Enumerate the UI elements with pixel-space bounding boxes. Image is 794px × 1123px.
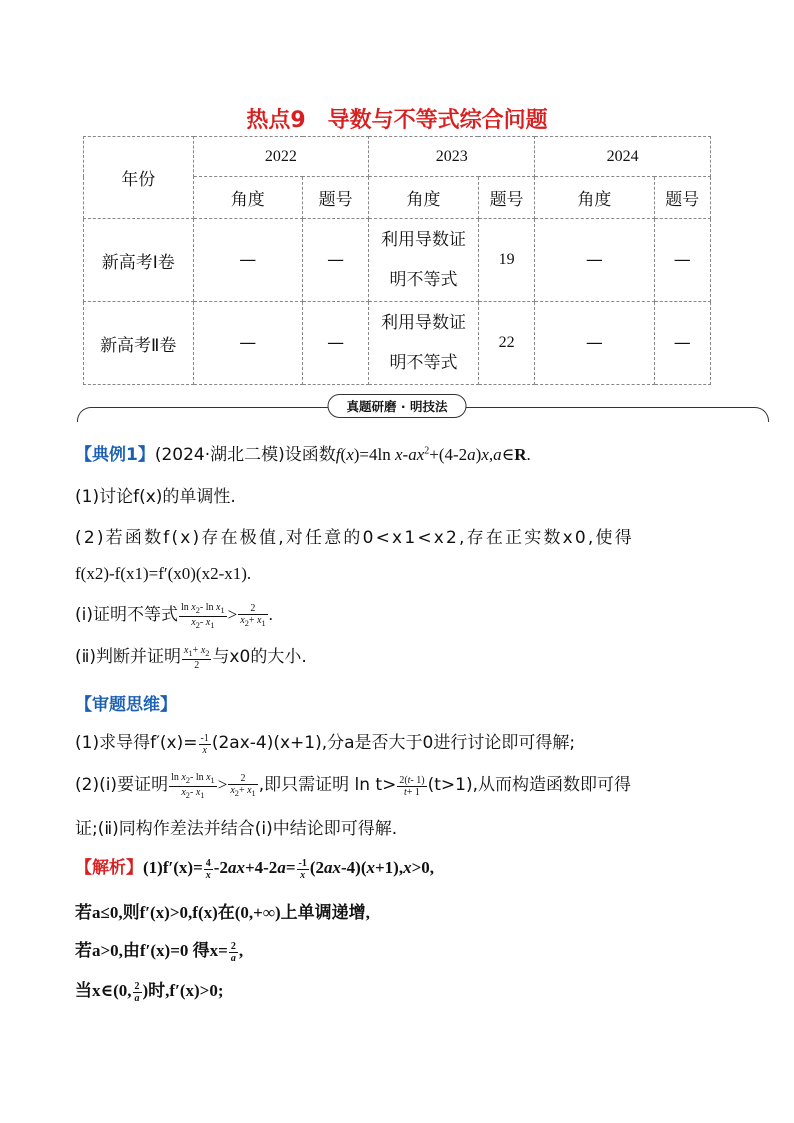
example-sub-ii bbox=[75, 642, 307, 671]
example-part2-intro: (2)若函数f(x)存在极值,对任意的0<x1<x2,存在正实数x0,使得 bbox=[75, 528, 634, 548]
thinking-line2: (2)(ⅰ)要证明 $\frac{\ln x_2- \ln x_1}{x_2- x_1}$ > $\frac{2}{x_2+ x_1}$ ,即只需证明 ln t> $\frac{2(t- 1)}{t+ 1}$ (t>1),从而构造函数即可得 bbox=[75, 771, 632, 800]
table-cell: — bbox=[193, 219, 303, 302]
table-cell: — bbox=[535, 302, 654, 385]
table-cell: — bbox=[303, 302, 369, 385]
number-header: 题号 bbox=[478, 177, 534, 219]
fraction: $\frac{2(t- 1)}{t+ 1}$ bbox=[399, 774, 425, 798]
example-part2-eq: f(x2)-f(x1)=f′(x0)(x2-x1). bbox=[75, 564, 252, 583]
hotspot-table bbox=[83, 136, 711, 385]
page-title: 热点9 导数与不等式综合问题 bbox=[246, 108, 548, 133]
sub-ii-label: (ⅱ)判断并证明 bbox=[75, 647, 182, 667]
example-sub-i: (ⅰ)证明不等式 $\frac{\ln x_2- \ln x_1}{x_2- x_1}$ > $\frac{2}{x_2+ x_1}$ . bbox=[75, 601, 273, 630]
thinking-text: (1)求导得f′(x)= bbox=[75, 733, 198, 753]
solution-text: )时,f′(x)>0; bbox=[142, 981, 224, 1000]
thinking-tag: 【审题思维】 bbox=[75, 695, 177, 715]
number-header: 题号 bbox=[654, 177, 710, 219]
fraction: $\frac{-1}{x}$ bbox=[298, 857, 307, 881]
number-header: 题号 bbox=[303, 177, 369, 219]
thinking-line1 bbox=[75, 728, 575, 756]
example-source: (2024·湖北二模)设函数 bbox=[154, 445, 336, 465]
thinking-line3: 证;(ⅱ)同构作差法并结合(ⅰ)中结论即可得解. bbox=[75, 819, 398, 839]
year-2022: 2022 bbox=[193, 137, 369, 177]
table-cell: — bbox=[535, 219, 654, 302]
example-part1: (1)讨论f(x)的单调性. bbox=[75, 487, 236, 507]
solution-line1: 【解析】(1)f′(x)= $\frac{4}{x}$ -2ax+4-2a= $\frac{-1}{x}$ (2ax-4)(x+1),x>0, bbox=[75, 857, 435, 881]
table-cell: — bbox=[193, 302, 303, 385]
year-header: 年份 bbox=[84, 137, 194, 219]
thinking-text: (2ax-4)(x+1),分a是否大于0进行讨论即可得解; bbox=[211, 733, 576, 753]
sub-i-label: (ⅰ)证明不等式 bbox=[75, 605, 178, 625]
example-function: f(x)=4ln $x-ax^2+(4-2a)x,a\in R$. bbox=[335, 445, 531, 464]
fraction: $\frac{x_1+ x_2}{2}$ bbox=[184, 645, 210, 672]
table-row bbox=[84, 219, 711, 302]
thinking-text: (2)(ⅰ)要证明 bbox=[75, 775, 169, 795]
solution-text: (1)f′(x)= bbox=[143, 858, 203, 877]
angle-header: 角度 bbox=[535, 177, 654, 219]
angle-header: 角度 bbox=[193, 177, 303, 219]
example-tag: 【典例1】 bbox=[75, 445, 155, 465]
table-cell: 利用导数证明不等式 bbox=[369, 219, 479, 302]
table-cell: 19 bbox=[478, 219, 534, 302]
table-cell: — bbox=[654, 219, 710, 302]
fraction: $\frac{\ln x_2- \ln x_1}{x_2- x_1}$ bbox=[171, 771, 215, 800]
table-cell: — bbox=[654, 302, 710, 385]
fraction: $\frac{2}{x_2+ x_1}$ bbox=[230, 773, 256, 799]
solution-line2: 若a≤0,则f′(x)>0,f(x)在(0,+∞)上单调递增, bbox=[75, 903, 370, 922]
year-2023: 2023 bbox=[369, 137, 535, 177]
fraction: $\frac{2}{a}$ bbox=[134, 980, 140, 1004]
fraction: $\frac{2}{x_2+ x_1}$ bbox=[240, 603, 266, 629]
fraction: $\frac{4}{x}$ bbox=[205, 857, 211, 881]
row-name: 新高考Ⅰ卷 bbox=[84, 219, 194, 302]
table-cell: 利用导数证明不等式 bbox=[369, 302, 479, 385]
solution-tag: 【解析】 bbox=[75, 858, 143, 878]
section-label: 真题研磨 · 明技法 bbox=[328, 394, 467, 418]
solution-text: 若a>0,由f′(x)=0 得x= bbox=[75, 941, 228, 960]
sub-ii-tail: 与x0的大小. bbox=[212, 647, 307, 667]
fraction: $\frac{-1}{x}$ bbox=[200, 732, 209, 756]
table-cell: — bbox=[303, 219, 369, 302]
solution-line3: 若a>0,由f′(x)=0 得x= $\frac{2}{a}$ , bbox=[75, 940, 244, 964]
fraction: $\frac{\ln x_2- \ln x_1}{x_2- x_1}$ bbox=[181, 601, 225, 630]
solution-text: 当x∈(0, bbox=[75, 981, 132, 1000]
thinking-text: ,即只需证明 ln t> bbox=[258, 775, 397, 795]
solution-line4 bbox=[75, 976, 224, 1004]
angle-header: 角度 bbox=[369, 177, 479, 219]
fraction: $\frac{2}{a}$ bbox=[230, 940, 236, 964]
table-row bbox=[84, 302, 711, 385]
row-name: 新高考Ⅱ卷 bbox=[84, 302, 194, 385]
year-2024: 2024 bbox=[535, 137, 711, 177]
table-cell: 22 bbox=[478, 302, 534, 385]
thinking-text: (t>1),从而构造函数即可得 bbox=[427, 775, 632, 795]
example-line bbox=[75, 440, 531, 465]
